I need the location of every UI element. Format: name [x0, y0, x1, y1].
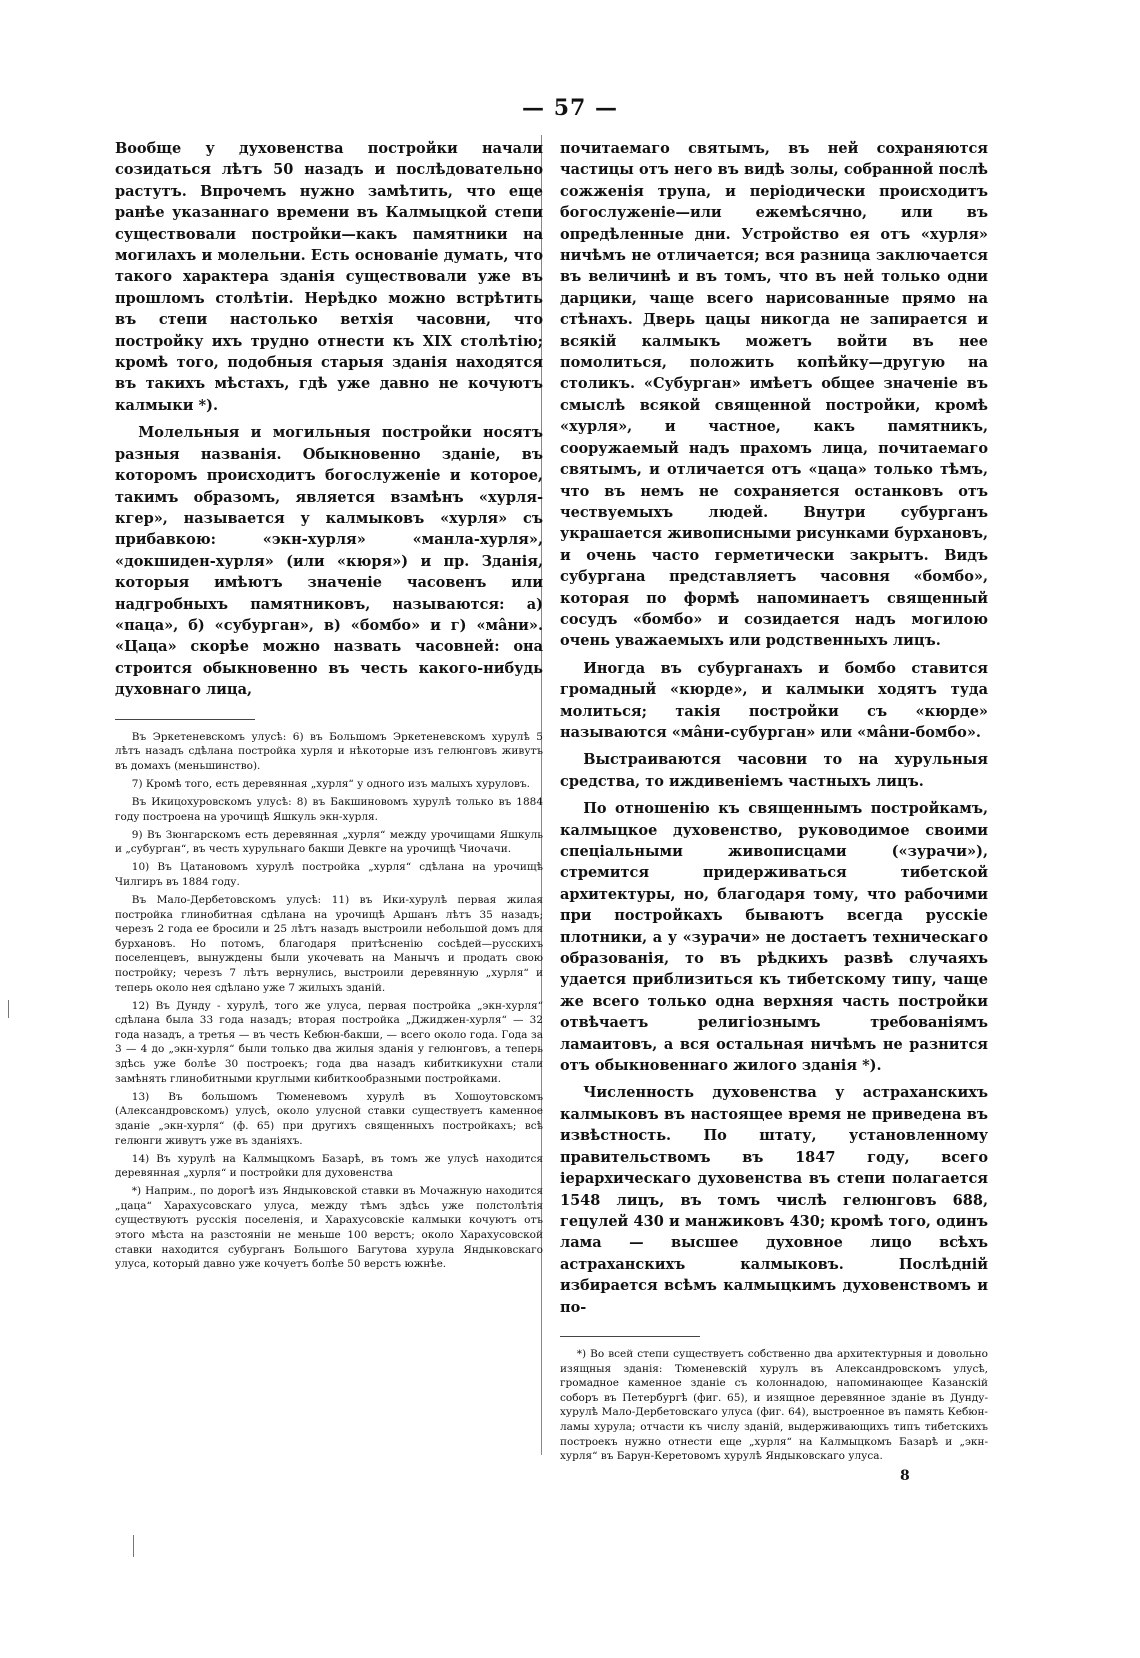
footnote-rule — [115, 719, 255, 720]
footnote: 10) Въ Цатановомъ хурулѣ постройка „хурля“ сдѣлана на урочищѣ Чилгиръ въ 1884 году. — [115, 861, 543, 888]
paragraph: почитаемаго святымъ, въ ней сохраняются частицы отъ него въ видѣ золы, собранной послѣ сожженія трупа, и періодически происходитъ богослуженіе—или ежемѣсячно, или въ опредѣленные дни. Устройство ея отъ «хурля» ничѣмъ не отличается; вся разница заключается въ величинѣ и въ томъ, что въ ней только одни дарцики, чаще всего нарисованные прямо на стѣнахъ. Дверь цацы никогда не запирается и всякій калмыкъ можетъ войти въ нее помолиться, положить копѣйку—другую на столикъ. «Субурган» имѣетъ общее значеніе въ смыслѣ всякой священной постройки, кромѣ «хурля», и частное, какъ памятникъ, сооружаемый надъ прахомъ лица, почитаемаго святымъ, и отличается отъ «цаца» только тѣмъ, что въ немъ не сохраняется останковъ отъ чествуемыхъ людей. Внутри субурганъ украшается живописными рисунками бурхановъ, и очень часто герметически закрытъ. Видъ субургана представляетъ часовня «бомбо», которая по формѣ напоминаетъ священный сосудъ «бомбо» и созидается надъ могилою очень уважаемыхъ или родственныхъ лицъ. — [560, 140, 988, 650]
footnote: Въ Икицохуровскомъ улусѣ: 8) въ Бакшиновомъ хурулѣ только въ 1884 году построена на урочищѣ Яшкуль экн-хурля. — [115, 795, 543, 823]
left-column — [115, 138, 543, 1275]
scan-artifact — [133, 1535, 134, 1557]
footnote: Въ Эркетеневскомъ улусѣ: 6) въ Большомъ Эркетеневскомъ хурулѣ 5 лѣтъ назадъ сдѣлана постройка хурля и нѣкоторые изъ гелюнговъ живутъ въ домахъ (меньшинство). — [115, 730, 543, 772]
footnote: *) Во всей степи существуетъ собственно два архитектурныя и довольно изящныя зданія: Тюменевскій хурулъ въ Александровскомъ улусѣ, громадное каменное зданіе съ колоннадою, напоминающее Казанскій соборъ въ Петербургѣ (фиг. 65), и изящное деревянное зданіе въ Дунду-хурулѣ Мало-Дербетовскаго улуса (фиг. 64), выстроенное въ память Кебюн-ламы хурула; отчасти къ числу зданій, выдерживающихъ типъ тибетскихъ построекъ нужно отнести еще „хурля“ на Калмыцкомъ Базарѣ и „экн-хурля“ въ Барун-Керетовомъ хурулѣ Яндыковскаго улуса. — [560, 1347, 988, 1463]
right-column — [560, 138, 988, 1467]
paragraph: Молельныя и могильныя постройки носятъ разныя названія. Обыкновенно зданіе, въ которомъ происходитъ богослуженіе и которое, такимъ образомъ, является взамѣнъ «хурля-кгер», называется у калмыковъ «хурля» съ прибавкою: «экн-хурля» «манла-хурля», «докшиден-хурля» (или «кюря») и пр. Зданія, которыя имѣютъ значеніе часовенъ или надгробныхъ памятниковъ, называются: а) «паца», б) «субурган», в) «бомбо» и г) «мâни». «Цаца» скорѣе можно назвать часовней: она строится обыкновенно въ честь какого-нибудь духовнаго лица, — [115, 424, 543, 699]
paragraph: Численность духовенства у астраханскихъ калмыковъ въ настоящее время не приведена въ извѣстность. По штату, установленному правительствомъ въ 1847 году, всего іерархическаго духовенства въ степи полагается 1548 лицъ, въ томъ числѣ гелюнговъ 688, гецулей 430 и манжиковъ 430; кромѣ того, одинъ лама — высшее духовное лицо всѣхъ астраханскихъ калмыковъ. Послѣдній избирается всѣмъ калмыцкимъ духовенствомъ и по- — [560, 1084, 988, 1316]
scan-artifact — [8, 1000, 9, 1018]
paragraph: По отношенію къ священнымъ постройкамъ, калмыцкое духовенство, руководимое своими спеціальными живописцами («зурачи»), стремится придерживаться тибетской архитектуры, но, благодаря тому, что рабочими при постройкахъ бываютъ всегда русскіе плотники, а у «зурачи» не достаетъ техническаго образованія, то въ рѣдкихъ развѣ случаяхъ удается приблизиться къ тибетскому типу, чаще же всего только одна верхняя часть постройки отвѣчаетъ религіознымъ требованіямъ ламаитовъ, а вся остальная ничѣмъ не разнится отъ обыкновеннаго жилого зданія *). — [560, 800, 988, 1075]
footnote-rule — [560, 1336, 700, 1337]
footnote: 14) Въ хурулѣ на Калмыцкомъ Базарѣ, въ томъ же улусѣ находится деревянная „хурля“ и постройки для духовенства — [115, 1152, 543, 1180]
footnote: *) Наприм., по дорогѣ изъ Яндыковской ставки въ Мочажную находится „цаца“ Харахусовскаго улуса, между тѣмъ здѣсь уже полстолѣтія существуютъ русскія поселенія, и Харахусовскіе калмыки кочуютъ отъ этого мѣста на разстояніи не меньше 100 верстъ; около Харахусовской ставки находится субурганъ Большого Багутова хурула Яндыковскаго улуса, который давно уже кочуетъ болѣе 50 верстъ южнѣе. — [115, 1185, 543, 1271]
paragraph: Иногда въ субурганахъ и бомбо ставится громадный «кюрде», и калмыки ходятъ туда молиться; такія постройки съ «кюрде» называются «мâни-субурган» или «мâни-бомбо». — [560, 659, 988, 741]
footnote: 13) Въ большомъ Тюменевомъ хурулѣ въ Хошоутовскомъ (Александровскомъ) улусѣ, около улусной ставки существуетъ каменное зданіе „экн-хурля“ (ф. 65) при другихъ священныхъ постройкахъ; всѣ гелюнги живутъ уже въ зданіяхъ. — [115, 1090, 543, 1147]
paragraph: Выстраиваются часовни то на хурульныя средства, то иждивеніемъ частныхъ лицъ. — [560, 751, 988, 790]
signature-mark: 8 — [900, 1468, 910, 1484]
footnote: 9) Въ Зюнгарскомъ есть деревянная „хурля“ между урочищами Яшкуль и „субурган“, въ честь хурульнаго бакши Девкге на урочищѣ Чиочачи. — [115, 828, 543, 856]
page-number: — 57 — — [522, 95, 618, 121]
footnote: Въ Мало-Дербетовскомъ улусѣ: 11) въ Ики-хурулѣ первая жилая постройка глинобитная сдѣлана на урочищѣ Аршанъ лѣтъ 35 назадъ; черезъ 2 года ее бросили и 25 лѣтъ назадъ выстроили небольшой домъ для бурхановъ. Но потомъ, благодаря притѣсненію сосѣдей—русскихъ поселенцевъ, вынуждены были укочевать на Манычъ и продать свою постройку; черезъ 7 лѣтъ вернулись, выстроили деревянную „хурля“ и теперь около нея сдѣлано уже 7 жилыхъ зданій. — [115, 894, 543, 994]
paragraph: Вообще у духовенства постройки начали созидаться лѣтъ 50 назадъ и послѣдовательно растутъ. Впрочемъ нужно замѣтить, что еще ранѣе указаннаго времени въ Калмыцкой степи существовали постройки—какъ памятники на могилахъ и молельни. Есть основаніе думать, что такого характера зданія существовали уже въ прошломъ столѣтіи. Нерѣдко можно встрѣтить въ степи настолько ветхія часовни, что постройку ихъ трудно отнести къ XIX столѣтію; кромѣ того, подобныя старыя зданія находятся въ такихъ мѣстахъ, гдѣ уже давно не кочуютъ калмыки *). — [115, 140, 543, 414]
footnotes — [560, 1347, 988, 1464]
footnotes — [115, 730, 543, 1272]
footnote: 7) Кромѣ того, есть деревянная „хурля“ у одного изъ малыхъ хуруловъ. — [131, 777, 530, 790]
footnote: 12) Въ Дунду - хурулѣ, того же улуса, первая постройка „экн-хурля“ сдѣлана была 33 года назадъ; вторая постройка „Джиджен-хурля“ — 32 года назадъ, а третья — въ честь Кебюн-бакши, — всего около года. Года за 3 — 4 до „экн-хурля“ были только два жилыя зданія у гелюнговъ, а теперь здѣсь уже болѣе 30 построекъ; года два назадъ кибиткикухни стали замѣнять глинобитными круглыми кибиткообразными постройками. — [115, 999, 543, 1085]
